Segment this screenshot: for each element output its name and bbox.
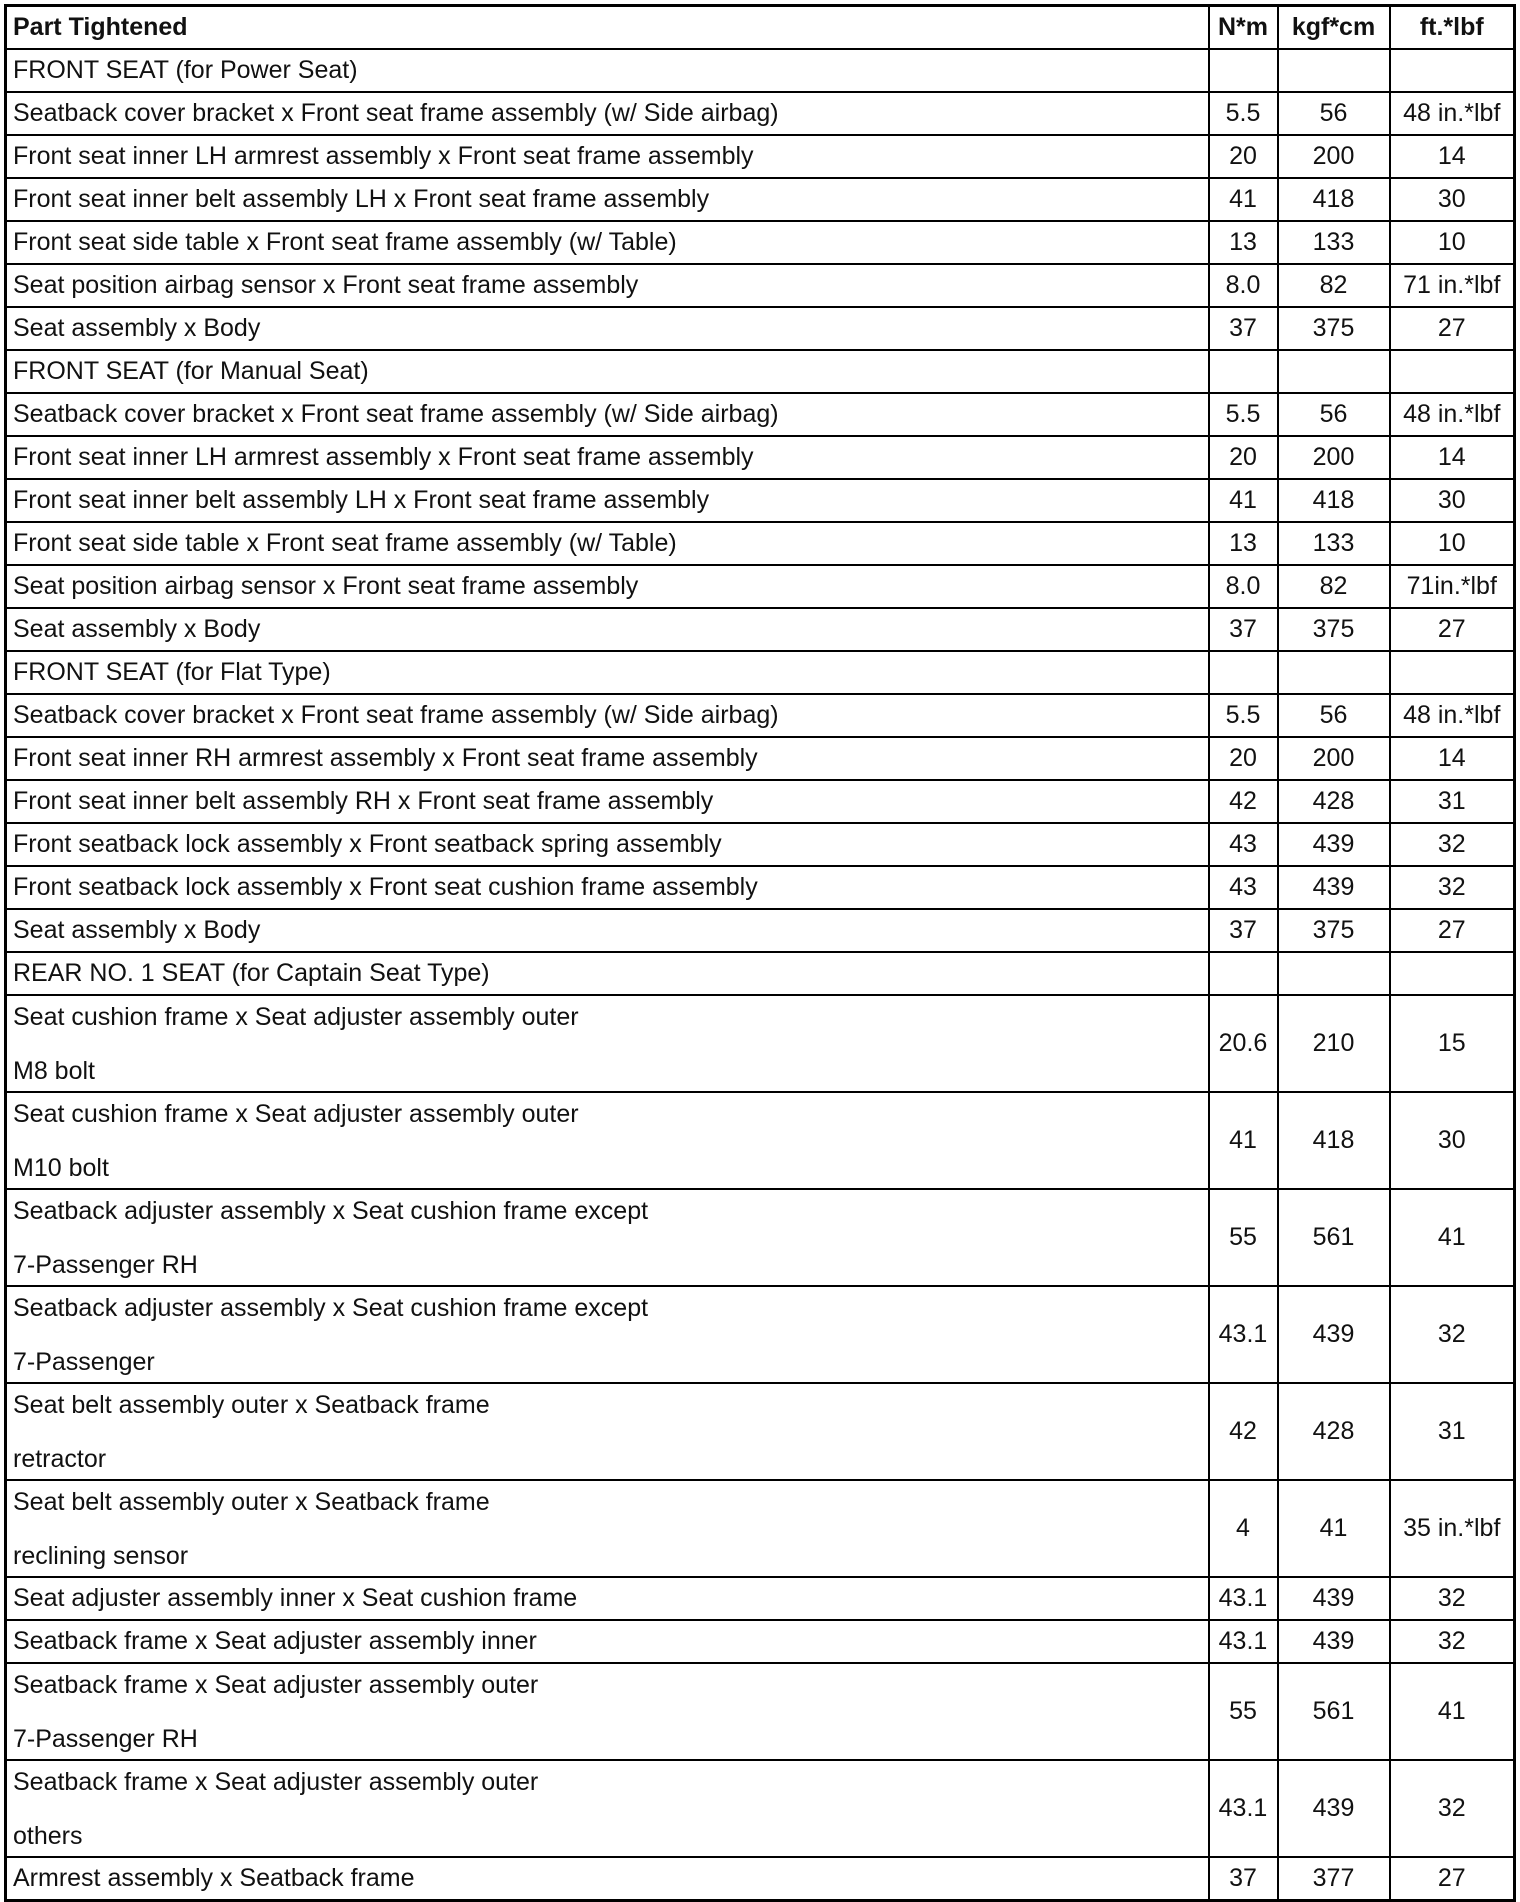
kgf-cell: 418 [1278, 479, 1390, 522]
part-cell: Front seatback lock assembly x Front seatback spring assembly [6, 823, 1209, 866]
kgf-cell: 133 [1278, 522, 1390, 565]
empty-cell [1278, 350, 1390, 393]
part-cell: Front seat inner belt assembly LH x Front seat frame assembly [6, 178, 1209, 221]
table-row [6, 522, 1515, 565]
empty-cell [1278, 952, 1390, 995]
ft-lbf-cell: 30 [1390, 479, 1515, 522]
header-row [6, 6, 1515, 50]
section-row [6, 350, 1515, 393]
kgf-cell: 375 [1278, 608, 1390, 651]
header-ft: ft.*lbf [1390, 6, 1515, 50]
part-cell [6, 1663, 1209, 1760]
ft-lbf-cell: 31 [1390, 1383, 1515, 1480]
nm-cell: 20 [1209, 135, 1278, 178]
nm-cell: 55 [1209, 1189, 1278, 1286]
ft-lbf-cell: 41 [1390, 1189, 1515, 1286]
nm-cell: 37 [1209, 307, 1278, 350]
nm-cell: 20.6 [1209, 995, 1278, 1092]
ft-lbf-cell: 14 [1390, 737, 1515, 780]
table-row [6, 780, 1515, 823]
table-row [6, 694, 1515, 737]
part-cell [6, 1092, 1209, 1189]
table-row [6, 135, 1515, 178]
part-cell: Front seat inner LH armrest assembly x Front seat frame assembly [6, 436, 1209, 479]
nm-cell: 37 [1209, 1857, 1278, 1901]
part-cell: Seatback cover bracket x Front seat frame assembly (w/ Side airbag) [6, 694, 1209, 737]
nm-cell: 20 [1209, 436, 1278, 479]
ft-lbf-cell: 14 [1390, 436, 1515, 479]
nm-cell: 4 [1209, 1480, 1278, 1577]
section-title: FRONT SEAT (for Manual Seat) [6, 350, 1209, 393]
kgf-cell: 200 [1278, 135, 1390, 178]
ft-lbf-cell: 30 [1390, 178, 1515, 221]
nm-cell: 8.0 [1209, 565, 1278, 608]
nm-cell: 43.1 [1209, 1760, 1278, 1857]
part-condition: 7-Passenger RH [13, 1250, 198, 1279]
kgf-cell: 41 [1278, 1480, 1390, 1577]
kgf-cell: 210 [1278, 995, 1390, 1092]
part-cell [6, 1480, 1209, 1577]
table-row [6, 866, 1515, 909]
part-cell: Seat assembly x Body [6, 307, 1209, 350]
kgf-cell: 439 [1278, 1286, 1390, 1383]
kgf-cell: 200 [1278, 436, 1390, 479]
kgf-cell: 561 [1278, 1663, 1390, 1760]
part-condition: 7-Passenger RH [13, 1724, 198, 1753]
nm-cell: 42 [1209, 780, 1278, 823]
ft-lbf-cell: 48 in.*lbf [1390, 694, 1515, 737]
table-row [6, 1760, 1515, 1857]
part-name: Seat cushion frame x Seat adjuster assembly outer [13, 1099, 579, 1128]
ft-lbf-cell: 31 [1390, 780, 1515, 823]
empty-cell [1209, 952, 1278, 995]
part-condition: M10 bolt [13, 1153, 109, 1182]
kgf-cell: 133 [1278, 221, 1390, 264]
kgf-cell: 56 [1278, 92, 1390, 135]
ft-lbf-cell: 27 [1390, 608, 1515, 651]
section-title: FRONT SEAT (for Power Seat) [6, 49, 1209, 92]
table-row [6, 479, 1515, 522]
kgf-cell: 82 [1278, 264, 1390, 307]
part-cell [6, 1760, 1209, 1857]
part-cell: Armrest assembly x Seatback frame [6, 1857, 1209, 1901]
ft-lbf-cell: 48 in.*lbf [1390, 92, 1515, 135]
ft-lbf-cell: 32 [1390, 1760, 1515, 1857]
nm-cell: 37 [1209, 608, 1278, 651]
part-name: Seatback frame x Seat adjuster assembly outer [13, 1670, 539, 1699]
table-row [6, 393, 1515, 436]
part-name: Seat cushion frame x Seat adjuster assembly outer [13, 1002, 579, 1031]
empty-cell [1278, 49, 1390, 92]
part-cell [6, 1189, 1209, 1286]
part-cell [6, 995, 1209, 1092]
nm-cell: 20 [1209, 737, 1278, 780]
table-row [6, 995, 1515, 1092]
table-row [6, 436, 1515, 479]
kgf-cell: 439 [1278, 866, 1390, 909]
kgf-cell: 56 [1278, 694, 1390, 737]
part-name: Seatback adjuster assembly x Seat cushion frame except [13, 1293, 649, 1322]
part-cell: Front seatback lock assembly x Front seat cushion frame assembly [6, 866, 1209, 909]
ft-lbf-cell: 27 [1390, 909, 1515, 952]
nm-cell: 5.5 [1209, 393, 1278, 436]
empty-cell [1209, 350, 1278, 393]
header-kgf: kgf*cm [1278, 6, 1390, 50]
part-name: Seatback adjuster assembly x Seat cushion frame except [13, 1196, 649, 1225]
part-cell [6, 1286, 1209, 1383]
table-row [6, 608, 1515, 651]
ft-lbf-cell: 32 [1390, 823, 1515, 866]
table-row [6, 1577, 1515, 1620]
nm-cell: 5.5 [1209, 92, 1278, 135]
ft-lbf-cell: 15 [1390, 995, 1515, 1092]
ft-lbf-cell: 32 [1390, 1577, 1515, 1620]
ft-lbf-cell: 32 [1390, 866, 1515, 909]
empty-cell [1209, 49, 1278, 92]
kgf-cell: 561 [1278, 1189, 1390, 1286]
part-cell: Front seat inner belt assembly RH x Front seat frame assembly [6, 780, 1209, 823]
part-cell: Seatback frame x Seat adjuster assembly inner [6, 1620, 1209, 1663]
part-condition: 7-Passenger [13, 1347, 155, 1376]
nm-cell: 43.1 [1209, 1620, 1278, 1663]
empty-cell [1390, 952, 1515, 995]
part-cell: Seat position airbag sensor x Front seat frame assembly [6, 565, 1209, 608]
kgf-cell: 439 [1278, 823, 1390, 866]
kgf-cell: 439 [1278, 1577, 1390, 1620]
header-part: Part Tightened [6, 6, 1209, 50]
nm-cell: 41 [1209, 479, 1278, 522]
part-cell: Front seat side table x Front seat frame assembly (w/ Table) [6, 522, 1209, 565]
table-row [6, 1092, 1515, 1189]
table-row [6, 221, 1515, 264]
empty-cell [1390, 350, 1515, 393]
part-condition: M8 bolt [13, 1056, 95, 1085]
table-row [6, 1480, 1515, 1577]
ft-lbf-cell: 41 [1390, 1663, 1515, 1760]
part-cell: Front seat inner belt assembly LH x Front seat frame assembly [6, 479, 1209, 522]
kgf-cell: 377 [1278, 1857, 1390, 1901]
table-row [6, 823, 1515, 866]
part-condition: reclining sensor [13, 1541, 189, 1570]
part-cell: Front seat inner RH armrest assembly x Front seat frame assembly [6, 737, 1209, 780]
empty-cell [1209, 651, 1278, 694]
kgf-cell: 428 [1278, 1383, 1390, 1480]
nm-cell: 13 [1209, 221, 1278, 264]
table-row [6, 307, 1515, 350]
part-cell: Seat adjuster assembly inner x Seat cushion frame [6, 1577, 1209, 1620]
torque-table [4, 4, 1516, 1902]
part-cell: Seat assembly x Body [6, 608, 1209, 651]
ft-lbf-cell: 32 [1390, 1620, 1515, 1663]
part-name: Seat belt assembly outer x Seatback frame [13, 1487, 490, 1516]
ft-lbf-cell: 27 [1390, 1857, 1515, 1901]
part-cell [6, 1383, 1209, 1480]
ft-lbf-cell: 27 [1390, 307, 1515, 350]
nm-cell: 41 [1209, 178, 1278, 221]
table-row [6, 737, 1515, 780]
part-name: Seat belt assembly outer x Seatback frame [13, 1390, 490, 1419]
kgf-cell: 82 [1278, 565, 1390, 608]
part-cell: Front seat side table x Front seat frame assembly (w/ Table) [6, 221, 1209, 264]
ft-lbf-cell: 10 [1390, 221, 1515, 264]
ft-lbf-cell: 71in.*lbf [1390, 565, 1515, 608]
nm-cell: 42 [1209, 1383, 1278, 1480]
nm-cell: 43.1 [1209, 1577, 1278, 1620]
nm-cell: 55 [1209, 1663, 1278, 1760]
part-cell: Front seat inner LH armrest assembly x Front seat frame assembly [6, 135, 1209, 178]
table-row [6, 178, 1515, 221]
nm-cell: 43 [1209, 823, 1278, 866]
kgf-cell: 418 [1278, 178, 1390, 221]
section-row [6, 952, 1515, 995]
table-body [6, 49, 1515, 1901]
table-row [6, 565, 1515, 608]
part-name: Seatback frame x Seat adjuster assembly outer [13, 1767, 539, 1796]
section-row [6, 49, 1515, 92]
table-row [6, 1663, 1515, 1760]
kgf-cell: 200 [1278, 737, 1390, 780]
ft-lbf-cell: 71 in.*lbf [1390, 264, 1515, 307]
part-cell: Seat assembly x Body [6, 909, 1209, 952]
nm-cell: 13 [1209, 522, 1278, 565]
ft-lbf-cell: 30 [1390, 1092, 1515, 1189]
section-title: FRONT SEAT (for Flat Type) [6, 651, 1209, 694]
kgf-cell: 56 [1278, 393, 1390, 436]
nm-cell: 43 [1209, 866, 1278, 909]
table-row [6, 1620, 1515, 1663]
table-row [6, 264, 1515, 307]
part-cell: Seatback cover bracket x Front seat frame assembly (w/ Side airbag) [6, 393, 1209, 436]
kgf-cell: 439 [1278, 1760, 1390, 1857]
nm-cell: 8.0 [1209, 264, 1278, 307]
table-row [6, 92, 1515, 135]
ft-lbf-cell: 10 [1390, 522, 1515, 565]
kgf-cell: 375 [1278, 307, 1390, 350]
header-nm: N*m [1209, 6, 1278, 50]
table-row [6, 1189, 1515, 1286]
part-cell: Seatback cover bracket x Front seat frame assembly (w/ Side airbag) [6, 92, 1209, 135]
section-title: REAR NO. 1 SEAT (for Captain Seat Type) [6, 952, 1209, 995]
ft-lbf-cell: 35 in.*lbf [1390, 1480, 1515, 1577]
empty-cell [1390, 651, 1515, 694]
nm-cell: 37 [1209, 909, 1278, 952]
kgf-cell: 428 [1278, 780, 1390, 823]
nm-cell: 43.1 [1209, 1286, 1278, 1383]
ft-lbf-cell: 14 [1390, 135, 1515, 178]
section-row [6, 651, 1515, 694]
empty-cell [1390, 49, 1515, 92]
kgf-cell: 418 [1278, 1092, 1390, 1189]
ft-lbf-cell: 32 [1390, 1286, 1515, 1383]
table-row [6, 1286, 1515, 1383]
kgf-cell: 439 [1278, 1620, 1390, 1663]
nm-cell: 41 [1209, 1092, 1278, 1189]
part-cell: Seat position airbag sensor x Front seat frame assembly [6, 264, 1209, 307]
kgf-cell: 375 [1278, 909, 1390, 952]
part-condition: retractor [13, 1444, 107, 1473]
empty-cell [1278, 651, 1390, 694]
ft-lbf-cell: 48 in.*lbf [1390, 393, 1515, 436]
nm-cell: 5.5 [1209, 694, 1278, 737]
table-row [6, 909, 1515, 952]
torque-spec-document [4, 4, 1513, 1902]
part-condition: others [13, 1821, 83, 1850]
table-row [6, 1383, 1515, 1480]
